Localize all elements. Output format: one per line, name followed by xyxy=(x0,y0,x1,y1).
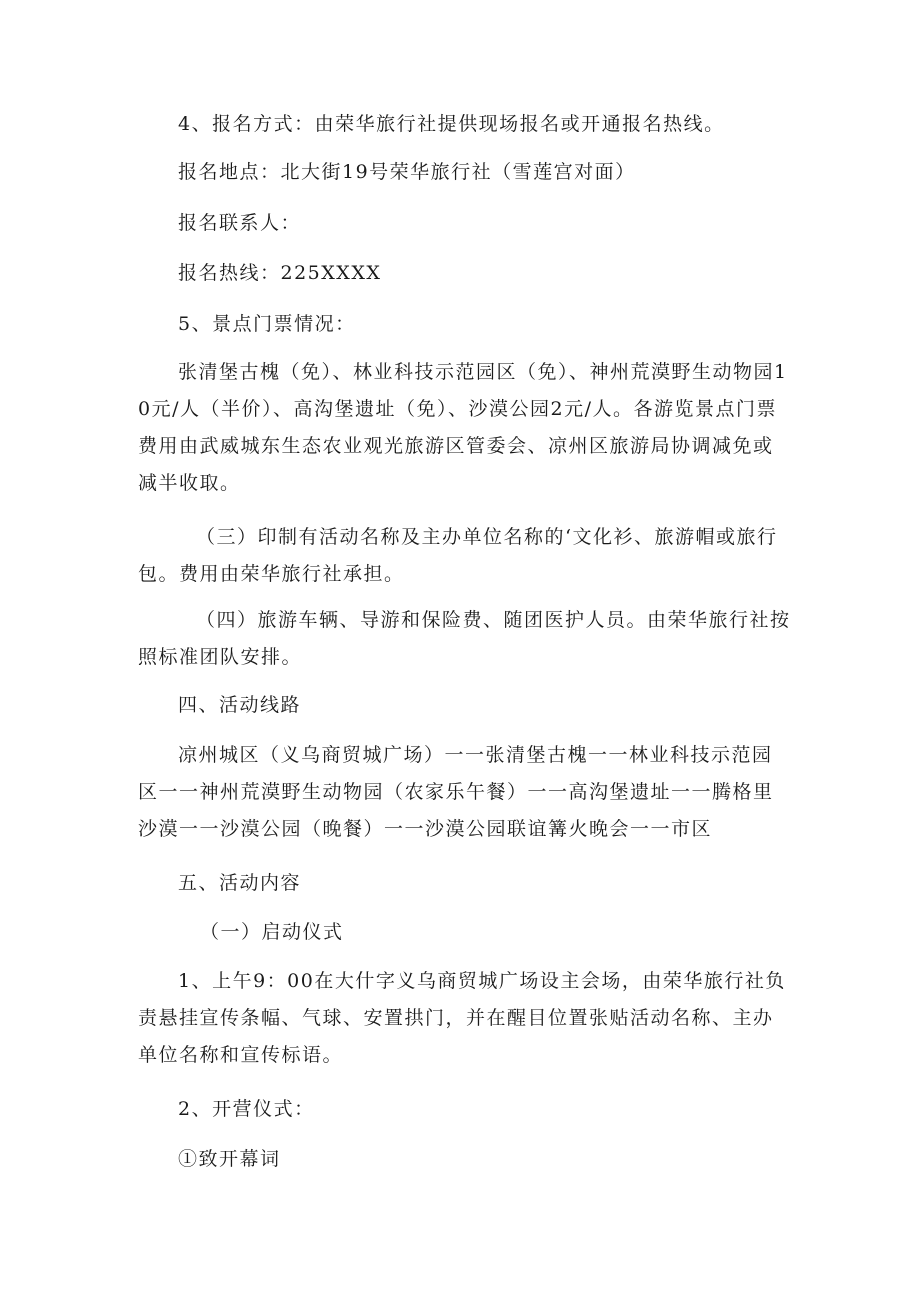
paragraph-registration-contact: 报名联系人： xyxy=(178,212,302,234)
paragraph-route: 凉州城区（义乌商贸城广场）一一张清堡古槐一一林业科技示范园区一一神州荒漠野生动物园（农家乐午餐）一一高沟堡遗址一一腾格里沙漠一一沙漠公园（晚餐）一一沙漠公园联谊篝火晚会一一市区 xyxy=(138,744,774,840)
paragraph-registration-hotline: 报名热线：225XXXX xyxy=(178,262,382,284)
paragraph-registration-method: 4、报名方式：由荣华旅行社提供现场报名或开通报名热线。 xyxy=(178,113,725,135)
paragraph-opening-speech: ①致开幕词 xyxy=(178,1148,281,1170)
paragraph-shirts-hats: （三）印制有活动名称及主办单位名称的‘文化衫、旅游帽或旅行包。费用由荣华旅行社承担。 xyxy=(138,526,778,585)
paragraph-ticket-heading: 5、景点门票情况： xyxy=(178,313,356,335)
section-heading-route: 四、活动线路 xyxy=(178,694,302,716)
paragraph-opening-ceremony: 2、开营仪式： xyxy=(178,1098,315,1120)
paragraph-vehicles-guides: （四）旅游车辆、导游和保险费、随团医护人员。由荣华旅行社按照标准团队安排。 xyxy=(138,609,791,668)
paragraph-ticket-details: 张清堡古槐（免）、林业科技示范园区（免）、神州荒漠野生动物园10元/人（半价）、高沟堡遗址（免）、沙漠公园2元/人。各游览景点门票费用由武威城东生态农业观光旅游区管委会、凉州区旅游局协调减免或减半收取。 xyxy=(138,361,788,494)
section-heading-activities: 五、活动内容 xyxy=(178,872,302,894)
paragraph-main-venue: 1、上午9：00在大什字义乌商贸城广场设主会场，由荣华旅行社负责悬挂宣传条幅、气球、安置拱门，并在醒目位置张贴活动名称、主办单位名称和宣传标语。 xyxy=(138,970,786,1066)
paragraph-registration-location: 报名地点：北大街19号荣华旅行社（雪莲宫对面） xyxy=(178,161,636,183)
subsection-heading-launch: （一）启动仪式 xyxy=(200,921,344,943)
